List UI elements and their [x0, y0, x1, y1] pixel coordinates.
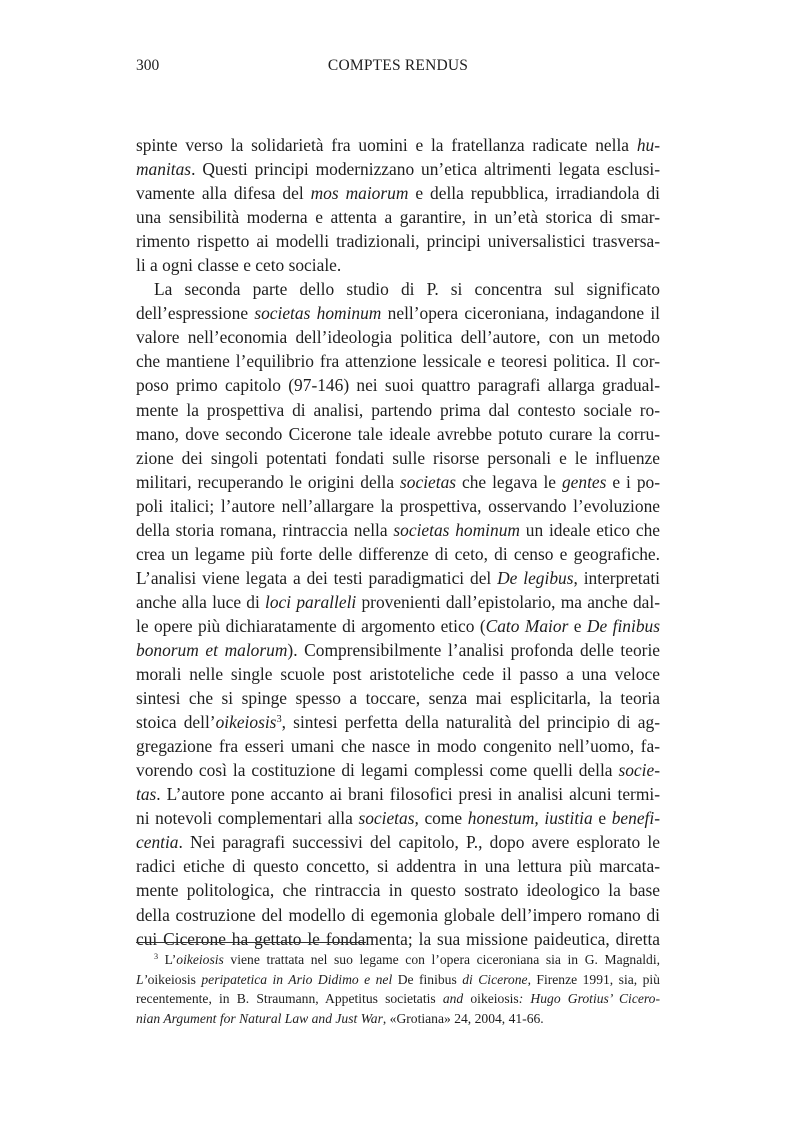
text-line: una sensibilità moderna e attenta a garantire, in un’età storica di smar- [136, 207, 660, 228]
running-head [136, 57, 660, 77]
text-line: vorendo così la costituzione di legami complessi come quelli della socie- [136, 760, 660, 781]
italic-text: and [442, 991, 464, 1006]
footnote-3 [136, 950, 660, 1028]
text-line: della costruzione del modello di egemonia globale dell’impero romano di [136, 904, 660, 925]
footnote-separator [136, 942, 366, 943]
italic-text: nian Argument for Natural Law and Just War [136, 1010, 383, 1026]
italic-text: : Hugo Grotius’ Cicero- [518, 991, 661, 1006]
italic-text: societas, [358, 808, 419, 829]
text-line: mente politologica, che rintraccia in questo sostrato ideologico la base [136, 880, 660, 901]
text-line: La seconda parte dello studio di P. si concentra sul significato [154, 279, 660, 300]
text-line: cui Cicerone ha gettato le fondamenta; la sua missione paideutica, diretta [136, 928, 660, 949]
text-line: morali nelle single scuole post aristoteliche cede il passo a una veloce [136, 664, 660, 685]
text-line: rimento rispetto ai modelli tradizionali, principi universalistici trasversa- [136, 231, 660, 252]
text-line: poli italici; l’autore nell’allargare la prospettiva, osservando l’evoluzione [136, 495, 660, 516]
italic-text: socie- [618, 760, 660, 781]
italic-text: benefi- [611, 808, 660, 829]
text-line: bonorum et malorum). Comprensibilmente l’analisi profonda delle teorie [136, 639, 660, 660]
italic-text: mos maiorum [310, 183, 409, 204]
text-line: dell’espressione societas hominum nell’opera ciceroniana, indagandone il [136, 303, 660, 324]
italic-text: di Cicerone [456, 971, 528, 987]
text-line: li a ogni classe e ceto sociale. [136, 255, 342, 276]
italic-text: societas [400, 471, 457, 492]
page-number: 300 [136, 57, 160, 74]
text-line: tas. L’autore pone accanto ai brani filosofici presi in analisi alcuni termi- [136, 784, 660, 805]
italic-text: L’ [136, 971, 148, 987]
italic-text: tas [136, 784, 157, 805]
footnote-marker: 3 [154, 952, 159, 962]
italic-text: oikeiosis [176, 952, 224, 967]
text-line: spinte verso la solidarietà fra uomini e la fratellanza radicate nella hu- [136, 135, 660, 155]
text-line: centia. Nei paragrafi successivi del capitolo, P., dopo avere esplorato le [136, 832, 660, 853]
running-title: COMPTES RENDUS [327, 57, 469, 74]
text-line: valore nell’economia dell’ideologia politica dell’autore, con un metodo [136, 327, 660, 348]
footnote-reference[interactable]: 3 [276, 713, 282, 725]
italic-text: centia [136, 832, 179, 853]
text-line: militari, recuperando le origini della societas che legava le gentes e i po- [136, 471, 661, 492]
italic-text: oikeiosis [215, 712, 277, 733]
italic-text: honestum, iustitia [467, 808, 593, 829]
text-line: anche alla luce di loci paralleli provenienti dall’epistolario, ma anche dal- [136, 591, 660, 612]
italic-text: De legibus [497, 567, 574, 588]
text-line: radici etiche di questo concetto, si addentra in una lettura più marcata- [136, 856, 660, 877]
text-line: sintesi che si spinge spesso a toccare, senza mai esplicitarla, la teoria [136, 688, 660, 709]
text-line: zione dei singoli potentati fondati sulle risorse personali e le influenze [136, 447, 660, 468]
body-text [136, 133, 660, 951]
footnote-line: nian Argument for Natural Law and Just War, «Grotiana» 24, 2004, 41-66. [136, 1010, 544, 1026]
italic-text: societas hominum [254, 303, 382, 324]
italic-text: bonorum et malorum [136, 639, 288, 660]
italic-text: hu- [636, 135, 660, 155]
text-line: della storia romana, rintraccia nella societas hominum un ideale etico che [136, 519, 660, 540]
italic-text: peripatetica in Ario Didimo e nel [195, 971, 393, 987]
italic-text: De finibus [586, 615, 660, 636]
italic-text: societas hominum [393, 519, 520, 540]
text-line: ni notevoli complementari alla societas, come honestum, iustitia e benefi- [136, 808, 660, 829]
text-line: manitas. Questi principi modernizzano un’etica altrimenti legata esclusi- [136, 159, 660, 180]
text-line: mano, dove secondo Cicerone tale ideale avrebbe potuto curare la corru- [136, 423, 660, 444]
text-line: che mantiene l’equilibrio fra attenzione lessicale e teoresi politica. Il cor- [136, 351, 660, 372]
text-line: vamente alla difesa del mos maiorum e della repubblica, irradiandola di [136, 183, 660, 204]
text-line: le opere più dichiaratamente di argomento etico (Cato Maior e De finibus [136, 615, 660, 636]
text-line: poso primo capitolo (97-146) nei suoi quattro paragrafi allarga gradual- [136, 375, 660, 396]
italic-text: Cato Maior [485, 615, 569, 636]
text-line: mente la prospettiva di analisi, partendo prima dal contesto sociale ro- [136, 399, 660, 420]
italic-text: loci paralleli [265, 591, 357, 612]
footnote-line: $^3$ L’oikeiosis viene trattata nel suo legame con l’opera ciceroniana sia in G. Magnaldi, [154, 952, 661, 967]
text-line: crea un legame più forte delle differenze di ceto, di censo e geografiche. [136, 543, 660, 564]
footnote-line: recentemente, in B. Straumann, Appetitus societatis and oikeiosis: Hugo Grotius’ Cicero- [136, 991, 661, 1006]
italic-text: gentes [561, 471, 607, 492]
text-line: gregazione fra esseri umani che nasce in modo congenito nell’uomo, fa- [136, 736, 660, 757]
italic-text: manitas [136, 159, 192, 180]
text-line: stoica dell’oikeiosis$^3$, sintesi perfetta della naturalità del principio di ag- [136, 712, 660, 733]
footnote-line: L’oikeiosis peripatetica in Ario Didimo e nel De finibus di Cicerone, Firenze 1991, sia, più [136, 971, 660, 987]
text-line: L’analisi viene legata a dei testi paradigmatici del De legibus, interpretati [136, 567, 661, 588]
